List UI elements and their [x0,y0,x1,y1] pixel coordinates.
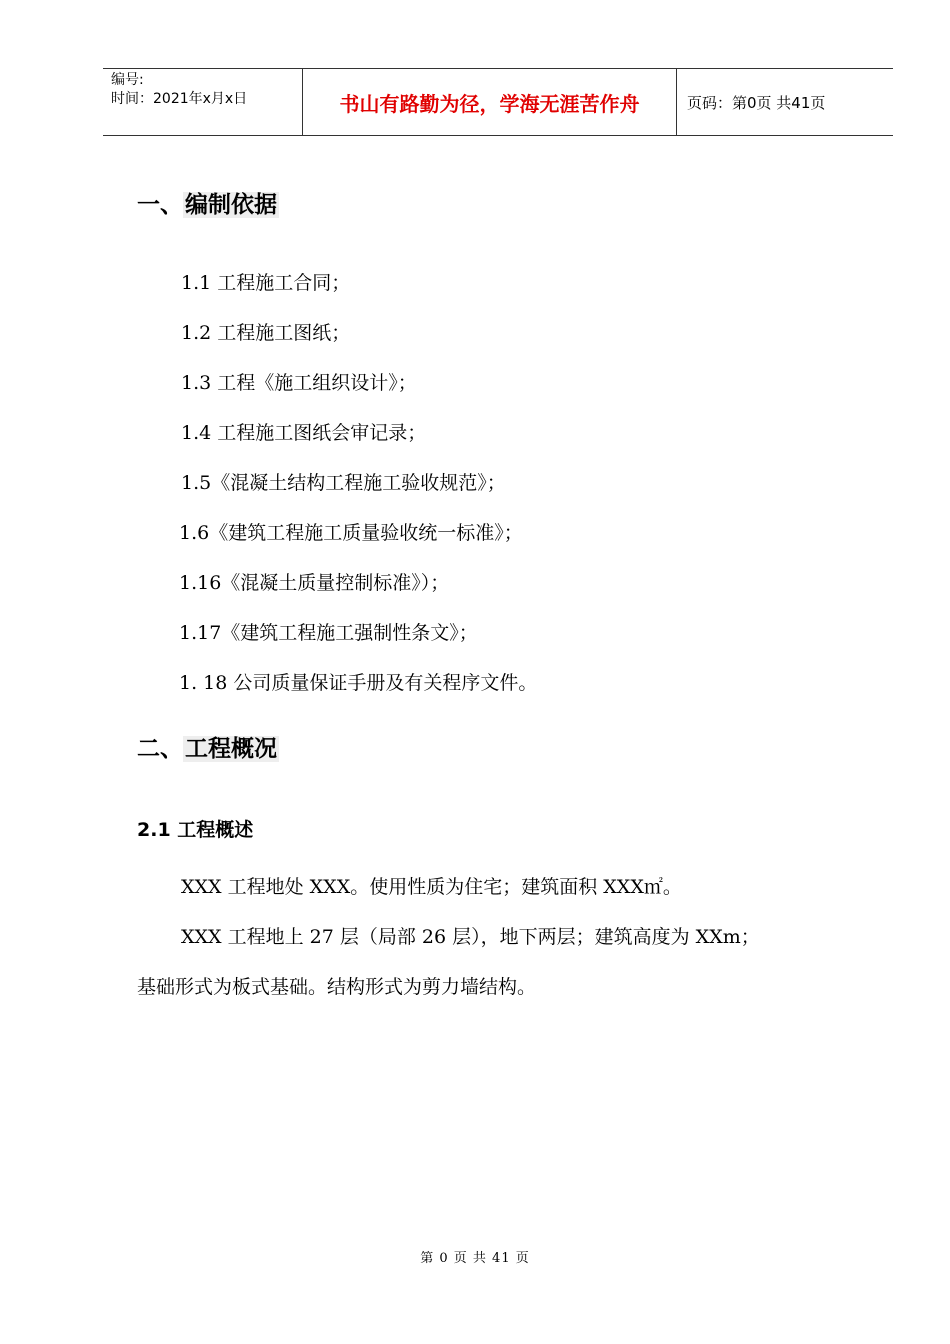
list-item: 1.2 工程施工图纸； [181,322,351,344]
section-2-heading [137,730,279,763]
overview-paragraph-2-line-2: 基础形式为板式基础。结构形式为剪力墙结构。 [137,976,537,998]
section-1-prefix: 一、 [137,192,183,218]
list-item: 1.3 工程《施工组织设计》； [181,372,417,394]
list-item: 1.17《建筑工程施工强制性条文》； [179,622,478,644]
page-footer: 第 0 页 共 41 页 [420,1251,530,1266]
section-2-prefix: 二、 [137,736,183,762]
overview-paragraph-2-line-1: XXX 工程地上 27 层（局部 26 层），地下两层；建筑高度为 XXm； [181,926,760,948]
list-item: 1. 18 公司质量保证手册及有关程序文件。 [179,672,538,694]
header-page-info: 页码：第0页 共41页 [687,93,826,112]
number-label: 编号: [111,72,144,88]
list-item: 1.1 工程施工合同； [181,272,351,294]
list-item: 1.5《混凝土结构工程施工验收规范》； [181,472,506,494]
overview-paragraph-1: XXX 工程地处 XXX。使用性质为住宅；建筑面积 XXX㎡。 [181,876,682,898]
section-1-heading [137,186,279,219]
header-motto: 书山有路勤为径，学海无涯苦作舟 [303,69,677,135]
list-item: 1.16《混凝土质量控制标准》）； [179,572,450,594]
document-header [103,68,893,136]
list-item: 1.4 工程施工图纸会审记录； [181,422,427,444]
list-item: 1.6《建筑工程施工质量验收统一标准》； [179,522,523,544]
header-meta [103,69,303,135]
time-label: 时间：2021年x月x日 [111,91,248,107]
section-1-title: 编制依据 [185,192,277,218]
subsection-2-1-heading: 2.1 工程概述 [137,819,254,841]
section-2-title: 工程概况 [185,736,277,762]
